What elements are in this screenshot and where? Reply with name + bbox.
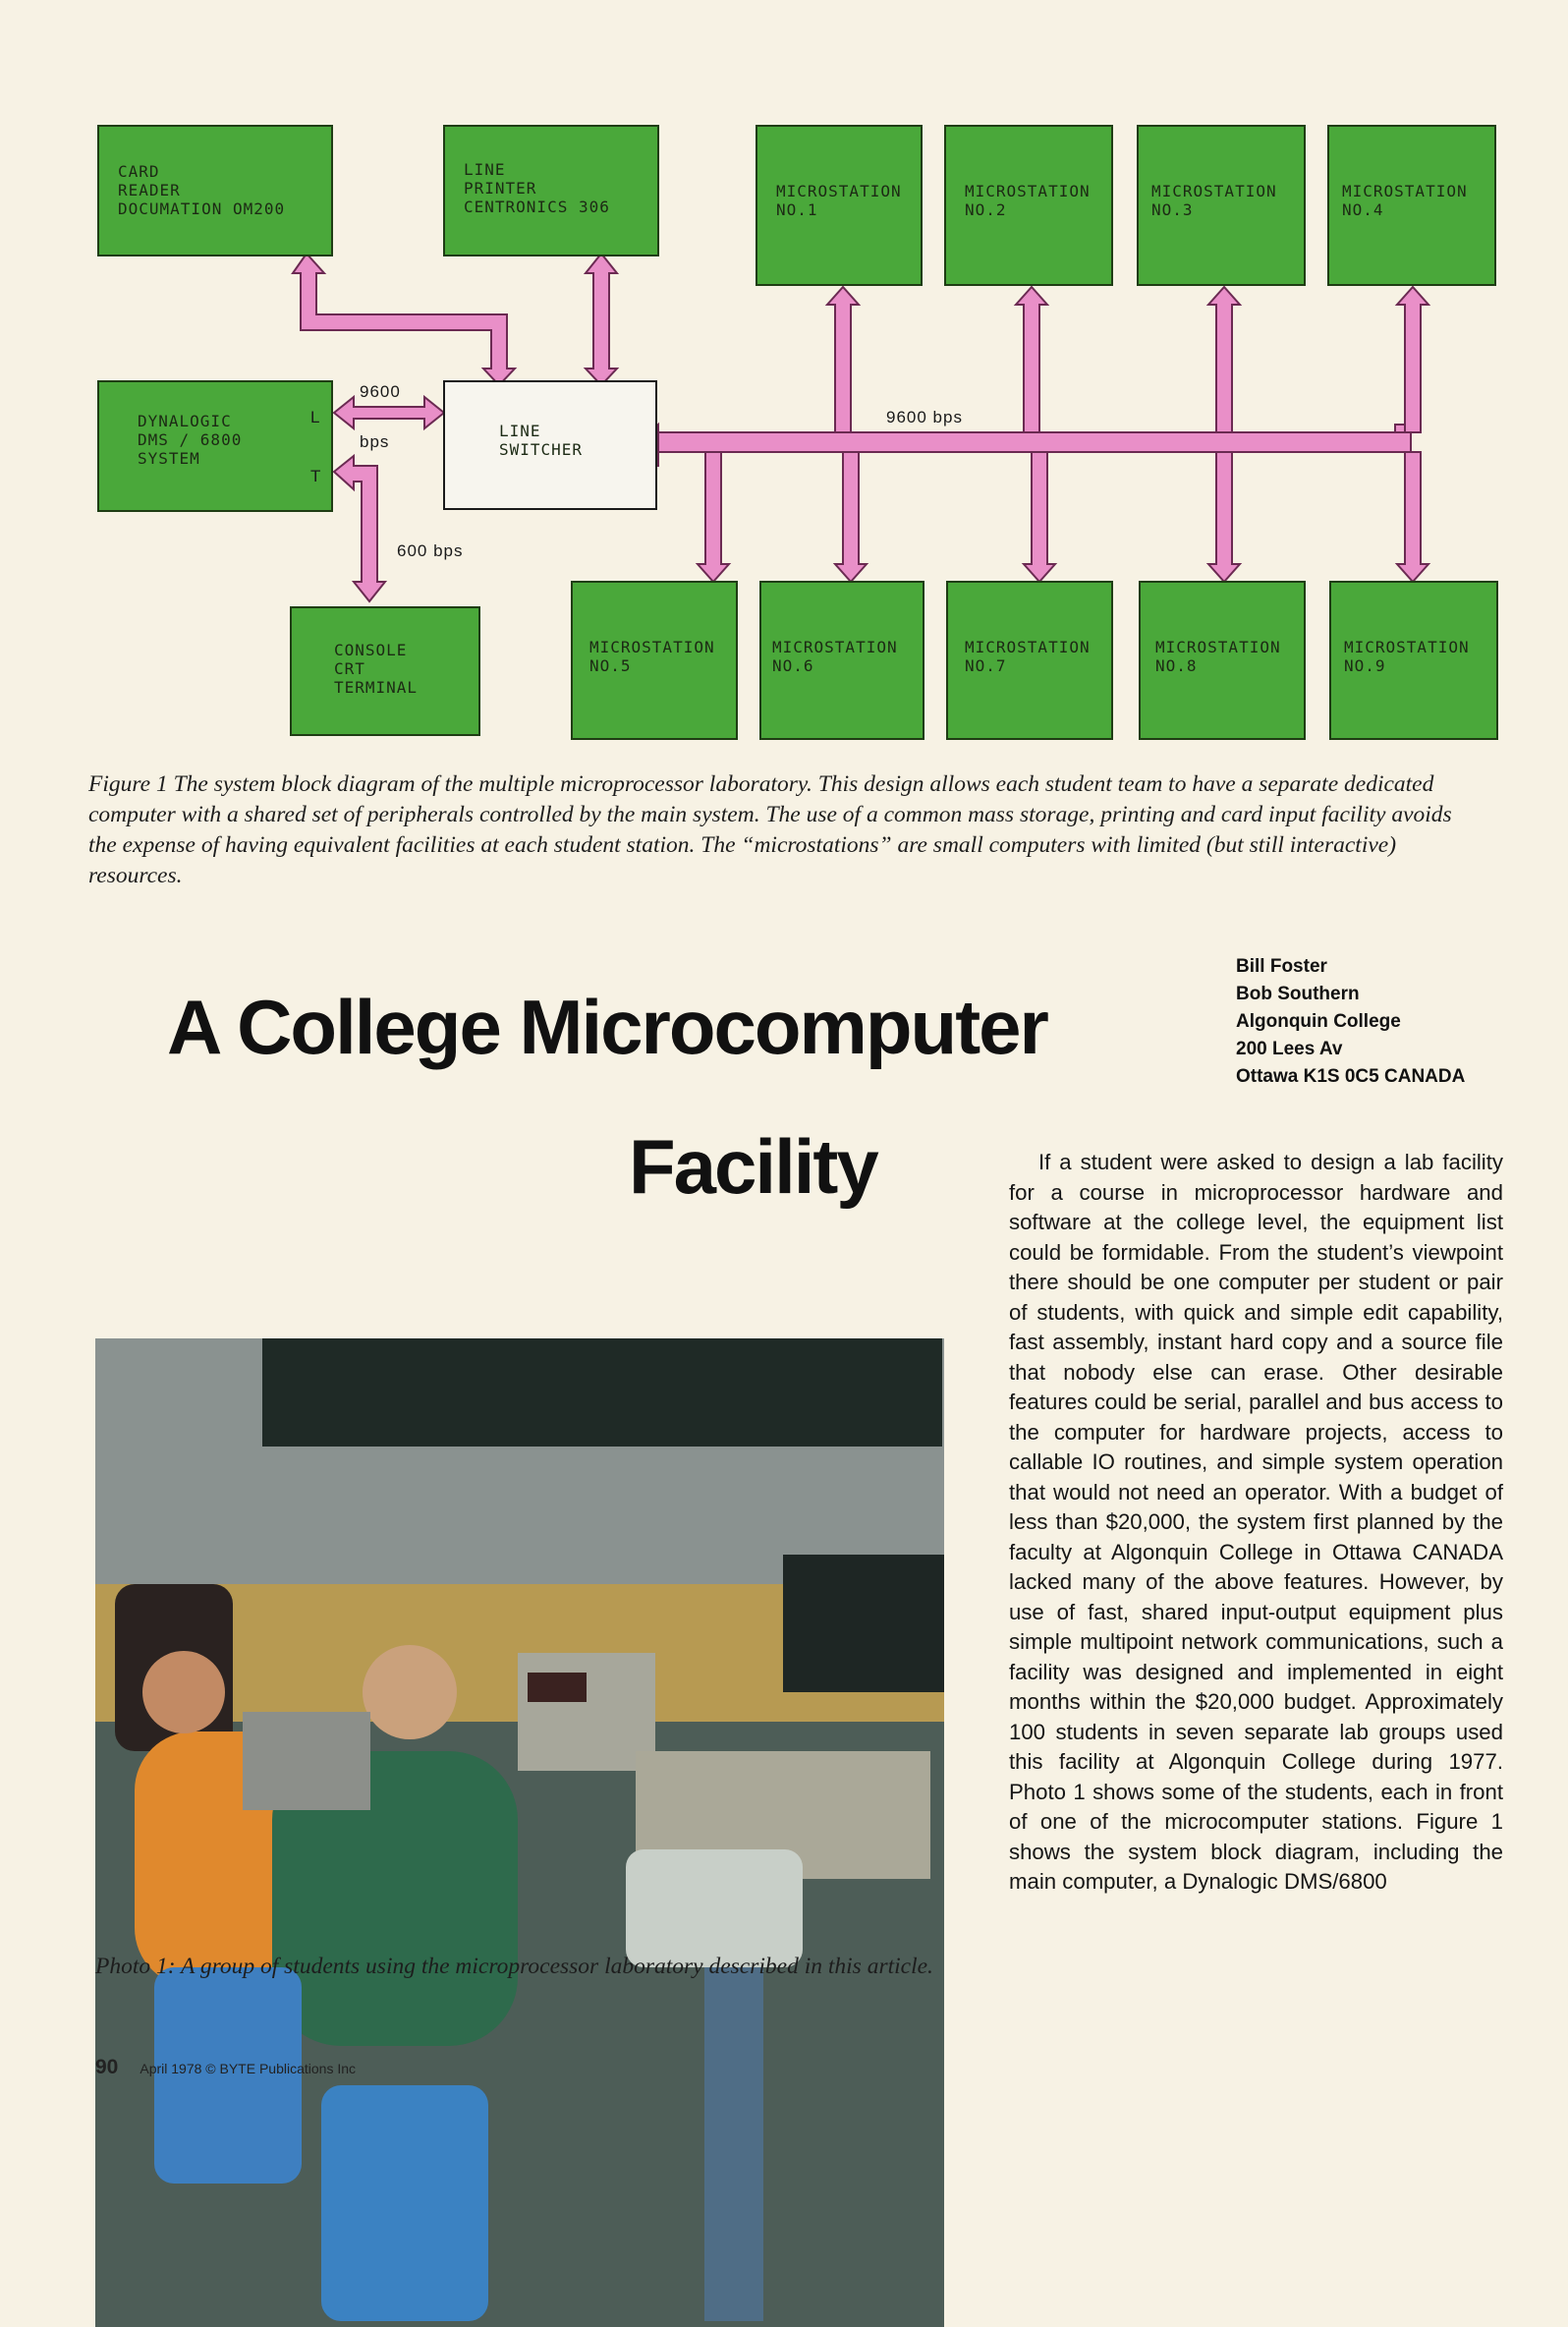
microstation-6-box — [760, 582, 924, 739]
microstation-5-box — [572, 582, 737, 739]
card-reader-label-1: CARD — [118, 162, 160, 181]
line-switcher-box — [444, 381, 656, 509]
line-printer-label-3: CENTRONICS 306 — [464, 198, 610, 216]
microstation-7-box — [947, 582, 1112, 739]
photo-1-students-lab — [95, 1338, 944, 2327]
microstation-3-box — [1138, 126, 1305, 285]
ms5-label-1: MICROSTATION — [589, 638, 715, 656]
ms4-label-1: MICROSTATION — [1342, 182, 1468, 200]
ms6-label-2: NO.6 — [772, 656, 814, 675]
ms2-label-1: MICROSTATION — [965, 182, 1091, 200]
ms3-label-1: MICROSTATION — [1151, 182, 1277, 200]
line-switcher-label-2: SWITCHER — [499, 440, 584, 459]
page-footer — [95, 2056, 356, 2079]
ms4-label-2: NO.4 — [1342, 200, 1384, 219]
system-block-diagram — [0, 0, 1568, 747]
port-l-label: L — [310, 408, 321, 426]
line-switcher-label-1: LINE — [499, 422, 541, 440]
ms2-label-2: NO.2 — [965, 200, 1007, 219]
article-title-line-1: A College Microcomputer — [167, 984, 1047, 1070]
console-rate-label: 600 bps — [397, 541, 464, 560]
microstation-1-box — [756, 126, 922, 285]
dynalogic-system-box — [98, 381, 332, 511]
ms5-label-2: NO.5 — [589, 656, 632, 675]
ms1-label-2: NO.1 — [776, 200, 818, 219]
ms6-label-1: MICROSTATION — [772, 638, 898, 656]
ms7-label-1: MICROSTATION — [965, 638, 1091, 656]
ms3-label-2: NO.3 — [1151, 200, 1194, 219]
console-label-3: TERMINAL — [334, 678, 419, 697]
line-printer-label-2: PRINTER — [464, 179, 537, 198]
address-city: Ottawa K1S 0C5 CANADA — [1236, 1066, 1466, 1087]
figure-1-caption: Figure 1 The system block diagram of the multiple microprocessor laboratory. This design allows each student team to have a separate dedicated computer with a shared set of peripherals controlled by the main system. The use of a common mass storage, printing and card input facility avoids the expense of having equivalent facilities at each student station. The “microstations” are small computers with limited (but still interactive) resources. — [88, 771, 1452, 888]
line-printer-label-1: LINE — [464, 160, 506, 179]
microstation-2-box — [945, 126, 1112, 285]
photo-1-caption: Photo 1: A group of students using the microprocessor laboratory described in this article. — [95, 1954, 933, 1979]
microstation-4-box — [1328, 126, 1495, 285]
ms1-label-1: MICROSTATION — [776, 182, 902, 200]
bus-rate-label: 9600 bps — [886, 408, 963, 426]
ms7-label-2: NO.7 — [965, 656, 1007, 675]
author-1: Bill Foster — [1236, 956, 1327, 977]
publication-credit: April 1978 © BYTE Publications Inc — [140, 2061, 357, 2076]
console-label-1: CONSOLE — [334, 641, 408, 659]
dynalogic-label-3: SYSTEM — [138, 449, 200, 468]
line-printer-box — [444, 126, 658, 255]
dynalogic-label-1: DYNALOGIC — [138, 412, 232, 430]
dynalogic-label-2: DMS / 6800 — [138, 430, 243, 449]
article-body-text: If a student were asked to design a lab facility for a course in microprocessor hardware and software at the college level, the equipment list could be formidable. From the student’s viewpoint there should be one computer per student or pair of students, with quick and simple edit capability, fast assembly, instant hard copy and a source file that nobody else can erase. Other desirable features could be serial, parallel and bus access to the computer for hardware projects, access to callable IO routines, and simple system operation that would not need an operator. With a budget of less than $20,000, the system first planned by the faculty at Algonquin College in Ottawa CANADA lacked many of the above features. However, by use of fast, shared input-output equipment plus simple multipoint network communications, such a facility was designed and implemented in eight months within the $20,000 budget. Approximately 100 students in seven separate lab groups used this facility at Algonquin College during 1977. Photo 1 shows some of the students, each in front of one of the microcomputer stations. Figure 1 shows the system block diagram, including the main computer, a Dynalogic DMS/6800 — [1009, 1150, 1503, 1894]
ms8-label-2: NO.8 — [1155, 656, 1198, 675]
card-reader-box — [98, 126, 332, 255]
ms9-label-1: MICROSTATION — [1344, 638, 1470, 656]
console-label-2: CRT — [334, 659, 365, 678]
author-2: Bob Southern — [1236, 984, 1360, 1004]
rate-bps-label: bps — [360, 432, 390, 451]
article-title-line-2: Facility — [629, 1123, 877, 1210]
page-number: 90 — [95, 2056, 119, 2078]
microstation-9-box — [1330, 582, 1497, 739]
author-byline — [1236, 953, 1465, 1091]
console-crt-terminal-box — [291, 607, 479, 735]
address-street: 200 Lees Av — [1236, 1039, 1343, 1059]
card-reader-label-3: DOCUMATION OM200 — [118, 199, 286, 218]
ms8-label-1: MICROSTATION — [1155, 638, 1281, 656]
microstation-8-box — [1140, 582, 1305, 739]
ms9-label-2: NO.9 — [1344, 656, 1386, 675]
card-reader-label-2: READER — [118, 181, 181, 199]
article-body — [1009, 1148, 1503, 1898]
rate-9600-label: 9600 — [360, 382, 401, 401]
port-t-label: T — [310, 467, 322, 485]
affiliation: Algonquin College — [1236, 1011, 1401, 1032]
